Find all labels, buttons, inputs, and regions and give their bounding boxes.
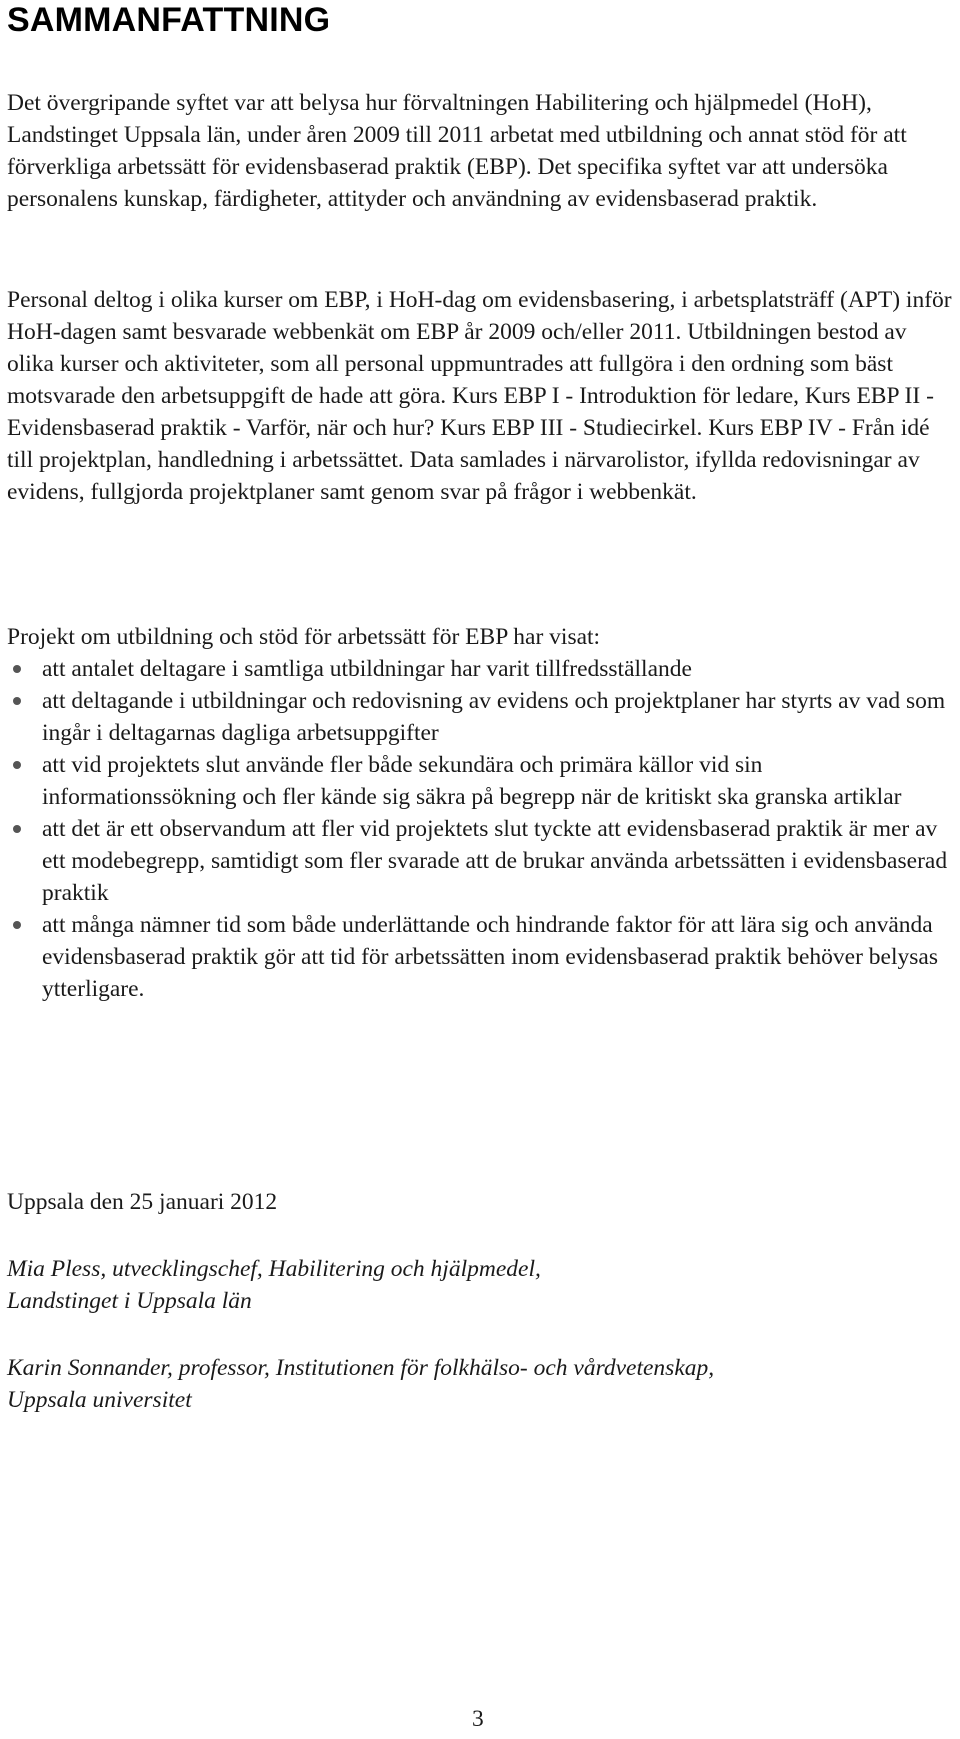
summary-paragraph-results-intro: Projekt om utbildning och stöd för arbetssätt för EBP har visat: xyxy=(7,624,601,650)
bullet-dot-icon xyxy=(13,697,21,705)
date-line: Uppsala den 25 januari 2012 xyxy=(7,1189,278,1215)
signature-block xyxy=(7,1253,952,1317)
signature-block xyxy=(7,1352,952,1416)
bullet-dot-icon xyxy=(13,761,21,769)
list-item-text: att vid projektets slut använde fler både sekundära och primära källor vid sin informationssökning och fler kände sig säkra på begrepp när de kritiskt ska granska artiklar xyxy=(42,752,902,810)
page-title: SAMMANFATTNING xyxy=(7,1,331,39)
page-number: 3 xyxy=(472,1706,484,1732)
bullet-dot-icon xyxy=(13,825,21,833)
list-item-text: att antalet deltagare i samtliga utbildningar har varit tillfredsställande xyxy=(42,656,692,682)
bullet-dot-icon xyxy=(13,665,21,673)
list-item xyxy=(7,685,952,749)
results-bullet-list xyxy=(7,653,952,1005)
list-item xyxy=(7,653,952,685)
list-item xyxy=(7,813,952,909)
signature-affiliation-line: Uppsala universitet xyxy=(7,1387,192,1413)
list-item-text: att många nämner tid som både underlättande och hindrande faktor för att lära sig och använda evidensbaserad praktik gör att tid för arbetssätten inom evidensbaserad praktik behöver belysas ytterligare. xyxy=(42,912,938,1002)
signature-name-line: Karin Sonnander, professor, Institutionen för folkhälso- och vårdvetenskap, xyxy=(7,1355,715,1381)
bullet-dot-icon xyxy=(13,921,21,929)
list-item-text: att deltagande i utbildningar och redovisning av evidens och projektplaner har styrts av vad som ingår i deltagarnas dagliga arbetsuppgifter xyxy=(42,688,946,746)
signature-name-line: Mia Pless, utvecklingschef, Habilitering och hjälpmedel, xyxy=(7,1256,541,1282)
list-item-text: att det är ett observandum att fler vid projektets slut tyckte att evidensbaserad praktik är mer av ett modebegrepp, samtidigt som fler svarade att de brukar använda arbetssätten i evidensbaserad praktik xyxy=(42,816,948,906)
summary-paragraph-method: Personal deltog i olika kurser om EBP, i HoH-dag om evidensbasering, i arbetsplatsträff (APT) inför HoH-dagen samt besvarade webbenkät om EBP år 2009 och/eller 2011. Utbildningen bestod av olika kurser och aktiviteter, som all personal uppmuntrades att fullgöra i den ordning som bäst motsvarade den arbetsuppgift de hade att göra. Kurs EBP I - Introduktion för ledare, Kurs EBP II - Evidensbaserad praktik - Varför, när och hur? Kurs EBP III - Studiecirkel. Kurs EBP IV - Från idé till projektplan, handledning i arbetssättet. Data samlades i närvarolistor, ifyllda redovisningar av evidens, fullgjorda projektplaner samt genom svar på frågor i webbenkät. xyxy=(7,287,952,505)
list-item xyxy=(7,749,952,813)
summary-paragraph-purpose: Det övergripande syftet var att belysa hur förvaltningen Habilitering och hjälpmedel (HoH), Landstinget Uppsala län, under åren 2009 till 2011 arbetat med utbildning och annat stöd för att förverkliga arbetssätt för evidensbaserad praktik (EBP). Det specifika syftet var att undersöka personalens kunskap, färdigheter, attityder och användning av evidensbaserad praktik. xyxy=(7,90,907,212)
list-item xyxy=(7,909,952,1005)
signature-affiliation-line: Landstinget i Uppsala län xyxy=(7,1288,252,1314)
